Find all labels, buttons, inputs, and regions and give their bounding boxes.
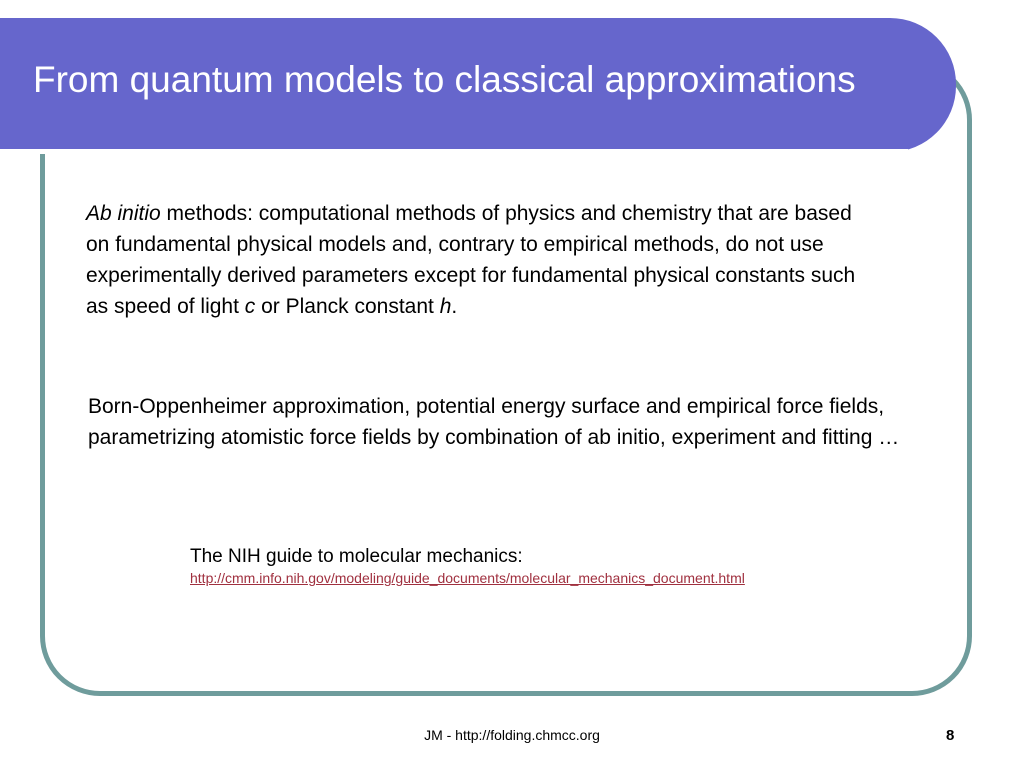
speed-of-light-symbol: c	[244, 295, 256, 318]
reference-link[interactable]: http://cmm.info.nih.gov/modeling/guide_documents/molecular_mechanics_document.html	[190, 570, 745, 586]
ab-initio-paragraph	[86, 198, 866, 322]
sentence-end: .	[451, 295, 458, 318]
content-frame	[40, 60, 972, 696]
page-number: 8	[946, 727, 955, 744]
planck-constant-symbol: h	[439, 295, 452, 318]
ab-initio-term: Ab initio	[86, 202, 161, 225]
reference-label: The NIH guide to molecular mechanics:	[190, 546, 523, 567]
reference-block	[190, 545, 910, 588]
footer-text: JM - http://folding.chmcc.org	[424, 727, 600, 743]
ab-initio-definition: methods: computational methods of physics and chemistry that are based on fundamental physical models and, contrary to empirical methods, do not use experimentally derived parameters except for fundamental physical constants such as speed of light	[86, 202, 856, 318]
slide-title: From quantum models to classical approximations	[33, 59, 856, 100]
planck-text: or Planck constant	[255, 295, 440, 318]
born-oppenheimer-paragraph: Born-Oppenheimer approximation, potential energy surface and empirical force fields, parametrizing atomistic force fields by combination of ab initio, experiment and fitting …	[88, 395, 900, 449]
title-underline	[0, 149, 908, 154]
